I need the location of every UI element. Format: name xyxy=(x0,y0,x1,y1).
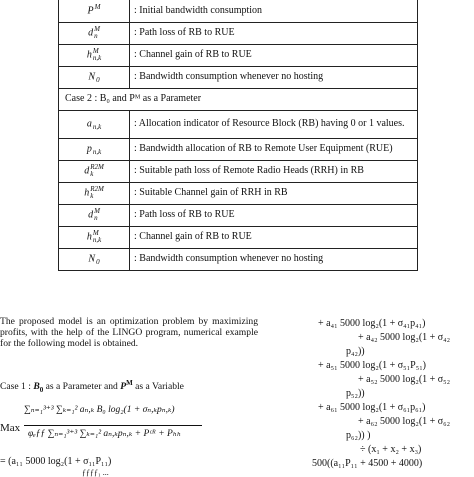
description-cell: : Path loss of RB to RUE xyxy=(130,204,418,226)
table-row xyxy=(59,22,418,44)
equation-line-2: ƒƒƒƒ₁ ... xyxy=(82,468,109,477)
rhs-equation-line: + a₅₁ 5000 log₂(1 + σ₅₁P₅₁) xyxy=(318,360,427,371)
symbol-subscript: n,k xyxy=(92,148,102,156)
table-row xyxy=(59,66,418,88)
symbol-superscript: M xyxy=(94,2,101,11)
table-row xyxy=(59,138,418,160)
symbol-cell xyxy=(59,226,130,248)
equation-denominator: φₑƒƒ ∑ₙ₌₁³⁺³ ∑ₖ₌₁² aₙ,ₖpₙ,ₖ + Pᶜᴿ + Pₕₕ xyxy=(28,429,182,439)
case1-heading: Case 1 : $B_0$ as a Parameter and $P^M$ as a Variable xyxy=(0,378,184,394)
symbol-subscript: n,k xyxy=(92,54,102,62)
symbol-base: N xyxy=(88,253,96,265)
rhs-equation-line: + a₆₁ 5000 log₂(1 + σ₆₁p₆₁) xyxy=(318,402,426,413)
symbol-base: P xyxy=(87,5,94,17)
symbol-base: d xyxy=(84,165,90,177)
symbol-subscript: k xyxy=(90,170,94,178)
table-row xyxy=(59,204,418,226)
symbol-superscript: M xyxy=(94,207,100,215)
symbol-base: h xyxy=(86,231,92,243)
symbol-superscript: M xyxy=(94,25,100,33)
symbol-base: d xyxy=(88,209,94,221)
description-cell: : Channel gain of RB to RUE xyxy=(130,44,418,66)
rhs-equation-line: p₆₂)) ) xyxy=(346,430,371,441)
table-row xyxy=(59,226,418,248)
table-row xyxy=(59,110,418,138)
symbol-base: h xyxy=(84,187,90,199)
symbol-cell xyxy=(59,22,130,44)
description-cell: : Bandwidth consumption whenever no hosting xyxy=(130,248,418,270)
table-row xyxy=(59,88,418,110)
table-row xyxy=(59,44,418,66)
description-cell: : Suitable path loss of Remote Radio Heads (RRH) in RB xyxy=(130,160,418,182)
symbol-cell xyxy=(59,182,130,204)
case-heading-cell: Case 2 : B₀ and Pᴹ as a Parameter xyxy=(59,88,418,110)
description-cell: : Allocation indicator of Resource Block (RB) having 0 or 1 values. xyxy=(130,110,418,138)
rhs-equation-line: 500((a₁₁P₁₁ + 4500 + 4000) xyxy=(312,458,423,469)
symbol-cell xyxy=(59,138,130,160)
rhs-equation-line: p₅₂)) xyxy=(346,388,365,399)
symbol-superscript: M xyxy=(92,229,99,237)
symbol-subscript: 0 xyxy=(96,76,100,84)
symbol-superscript: M xyxy=(92,47,99,55)
table-row xyxy=(59,248,418,270)
description-cell: : Channel gain of RB to RUE xyxy=(130,226,418,248)
rhs-equation-line: + a₆₂ 5000 log₂(1 + σ₆₂ xyxy=(358,416,451,427)
symbol-subscript: n,k xyxy=(92,123,102,131)
symbol-base: N xyxy=(88,71,96,83)
symbol-base: d xyxy=(88,27,94,39)
description-cell: : Bandwidth allocation of RB to Remote User Equipment (RUE) xyxy=(130,138,418,160)
symbol-cell xyxy=(59,248,130,270)
symbol-cell xyxy=(59,0,130,22)
symbol-base: h xyxy=(86,49,92,61)
symbol-cell xyxy=(59,44,130,66)
rhs-equation-line: p₄₂)) xyxy=(346,346,365,357)
symbol-base: a xyxy=(86,118,92,130)
table-row xyxy=(59,182,418,204)
symbol-cell xyxy=(59,204,130,226)
objective-equation xyxy=(0,402,250,452)
symbol-cell xyxy=(59,110,130,138)
symbol-superscript: R2M xyxy=(90,163,104,171)
body-paragraph: The proposed model is an optimization problem by maximizing profits, with the help of the LINGO program, numerical example for the following model is obtained. xyxy=(0,316,258,349)
symbol-base: p xyxy=(86,143,92,155)
symbol-cell xyxy=(59,160,130,182)
symbol-subscript xyxy=(95,11,101,18)
max-label: Max xyxy=(0,422,21,434)
table-row xyxy=(59,160,418,182)
symbol-superscript: R2M xyxy=(90,185,104,193)
table-row xyxy=(59,0,418,22)
symbol-cell xyxy=(59,66,130,88)
description-cell: : Path loss of RB to RUE xyxy=(130,22,418,44)
rhs-equation-line: + a₅₂ 5000 log₂(1 + σ₅₂ xyxy=(358,374,451,385)
description-cell: : Suitable Channel gain of RRH in RB xyxy=(130,182,418,204)
fraction-bar xyxy=(24,425,202,426)
equation-line-1: = (a₁₁ 5000 log₂(1 + σ₁₁P₁₁) xyxy=(0,456,112,467)
rhs-equation-line: + a₄₁ 5000 log₂(1 + σ₄₁p₄₁) xyxy=(318,318,426,329)
symbol-subscript: 0 xyxy=(96,258,100,266)
symbol-subscript: n xyxy=(94,32,98,40)
description-cell: : Initial bandwidth consumption xyxy=(130,0,418,22)
symbol-subscript: n xyxy=(94,214,98,222)
symbol-subscript: n,k xyxy=(92,236,102,244)
rhs-equation-line: + a₄₂ 5000 log₂(1 + σ₄₂ xyxy=(358,332,451,343)
description-cell: : Bandwidth consumption whenever no hosting xyxy=(130,66,418,88)
rhs-equation-line: ÷ (x₁ + x₂ + x₃) xyxy=(360,444,422,455)
symbol-subscript: k xyxy=(90,192,94,200)
equation-numerator: ∑ₙ₌₁³⁺³ ∑ₖ₌₁² aₙ,ₖ B₀ log₂(1 + σₙ,ₖpₙ,ₖ) xyxy=(24,405,175,415)
notation-table xyxy=(58,0,418,271)
